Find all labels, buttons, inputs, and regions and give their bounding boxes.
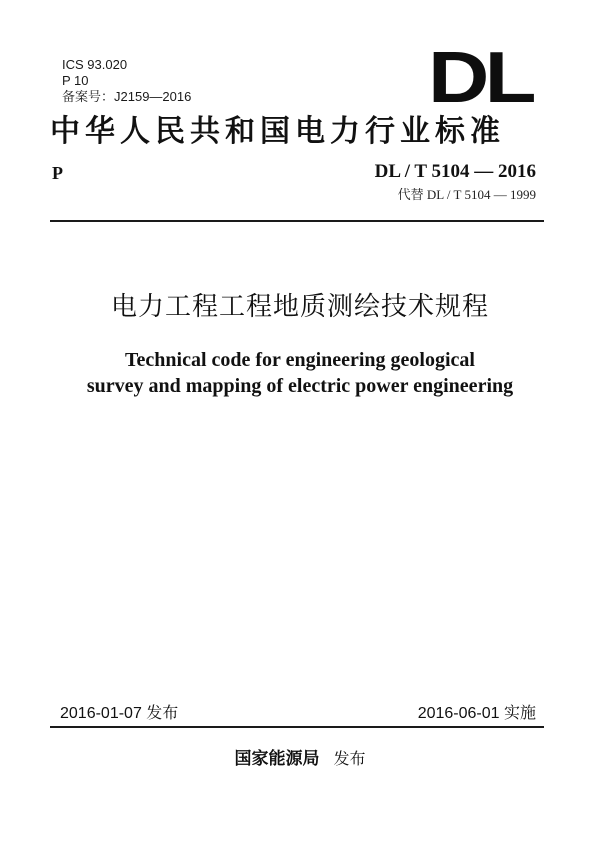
document-title-en-line2: survey and mapping of electric power engineering [86,375,514,397]
dl-logo: DL [428,38,532,118]
implementation-date: 2016-06-01 实施 [417,705,536,722]
record-number: 备案号：J2159—2016 [62,89,192,104]
issue-date: 2016-01-07 发布 [60,705,179,722]
document-title-cn: 电力工程工程地质测绘技术规程 [110,292,489,322]
standard-number: DL / T 5104 — 2016 [374,161,536,182]
publisher-name: 国家能源局 [234,749,320,769]
classification-code: P 10 [62,73,89,88]
publisher-line [0,748,600,771]
footer-divider [50,726,544,728]
ics-code: ICS 93.020 [62,57,128,72]
header-divider [50,220,544,222]
document-title-en-line1: Technical code for engineering geological [125,349,475,371]
standard-category-title: 中华人民共和国电力行业标准 [50,114,505,149]
replaces-standard: 代替 DL / T 5104 — 1999 [397,187,536,202]
classification-letter: P [52,163,63,183]
publisher-action: 发布 [333,749,366,768]
